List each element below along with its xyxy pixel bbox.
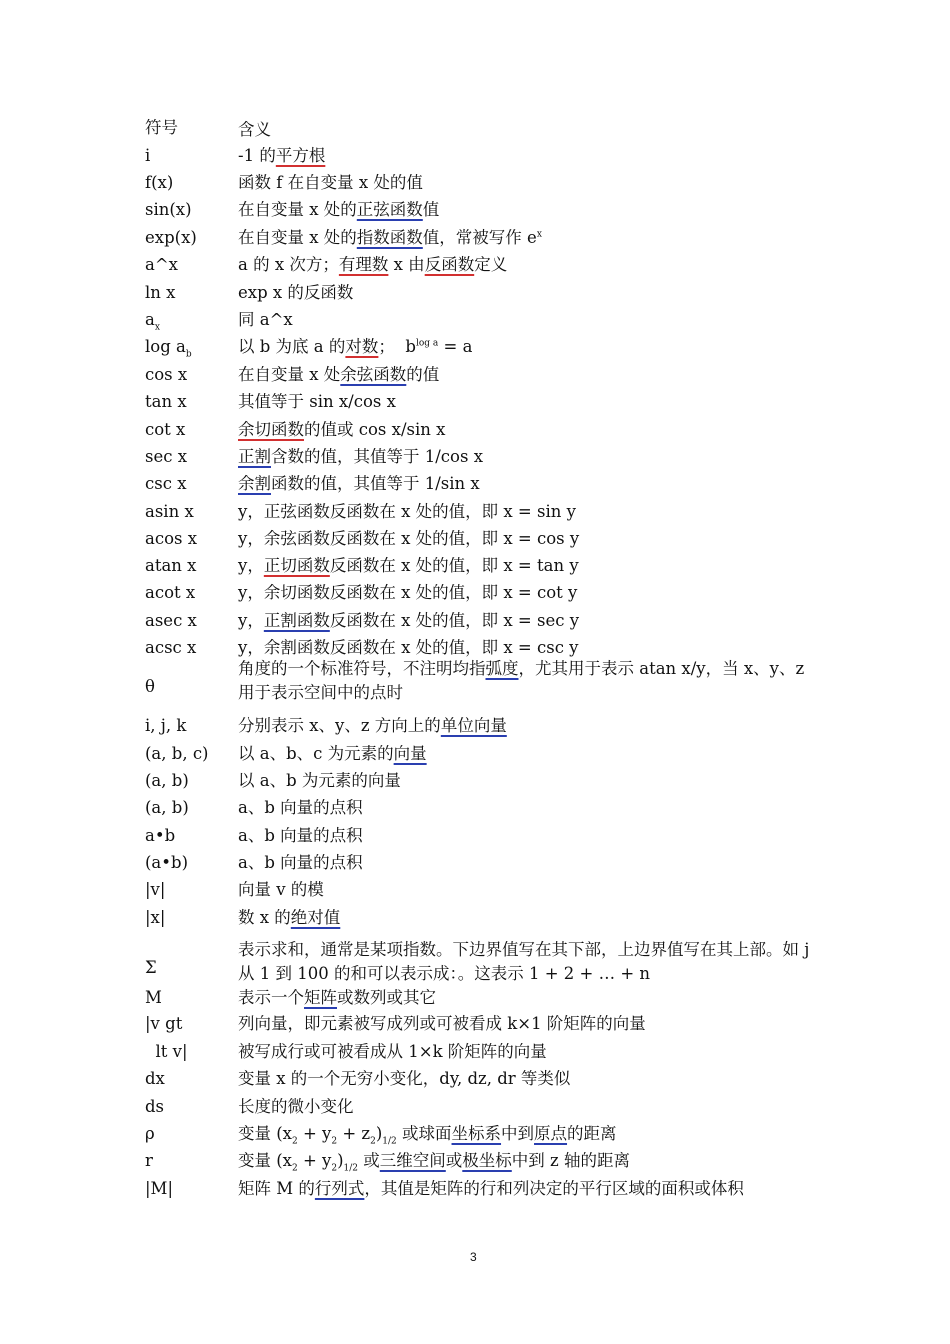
header-meaning: 含义 <box>238 120 271 139</box>
text-run: y，正弦函数反函数在 x 处的值，即 x = sin y <box>238 502 576 521</box>
linked-term[interactable]: 向量 <box>393 744 427 763</box>
meaning-cell <box>238 527 818 551</box>
symbol-cell: |M| <box>145 1179 174 1198</box>
symbol-cell: ln x <box>145 283 176 302</box>
symbol-cell: cot x <box>145 420 186 439</box>
text-run: ) <box>375 1124 383 1143</box>
linked-term[interactable]: 反函数 <box>424 255 475 274</box>
symbol-cell: (a, b) <box>145 798 189 817</box>
meaning-cell <box>238 1095 818 1119</box>
text-run: a、b 向量的点积 <box>238 853 363 872</box>
text-run: 变量 x 的一个无穷小变化，dy, dz, dr 等类似 <box>238 1069 571 1088</box>
meaning-cell <box>238 445 818 469</box>
linked-term[interactable]: 矩阵 <box>304 988 337 1007</box>
text-run: 含数的值，其值等于 1/cos x <box>271 447 483 466</box>
meaning-cell <box>238 878 818 902</box>
text-run: a <box>145 310 155 329</box>
meaning-cell <box>238 769 818 793</box>
meaning-cell <box>238 1122 818 1146</box>
text-run: 的距离 <box>567 1124 617 1143</box>
text-run: 在自变量 x 处 <box>238 365 341 384</box>
meaning-cell <box>238 742 818 766</box>
symbol-cell: acsc x <box>145 638 197 657</box>
page-number: 3 <box>470 1250 477 1264</box>
script-text: 2 <box>331 1136 338 1147</box>
symbol-cell: exp(x) <box>145 228 197 247</box>
script-text: 1/2 <box>382 1136 397 1147</box>
meaning-cell <box>238 1177 818 1201</box>
linked-term[interactable]: 三维空间 <box>379 1151 446 1170</box>
text-run: 函数 f 在自变量 x 处的值 <box>238 173 423 192</box>
symbol-cell: Σ <box>145 958 157 977</box>
meaning-cell <box>238 1040 818 1064</box>
symbol-cell: r <box>145 1151 153 1170</box>
meaning-cell <box>238 198 818 222</box>
symbol-cell: asin x <box>145 502 194 521</box>
meaning-cell <box>238 851 818 875</box>
linked-term[interactable]: 正切函数 <box>263 556 330 575</box>
text-run: -1 的 <box>238 146 276 165</box>
meaning-cell <box>238 657 818 705</box>
symbol-cell: θ <box>145 677 155 696</box>
text-run: 变量 (x <box>238 1151 292 1170</box>
symbol-cell: f(x) <box>145 173 174 192</box>
text-run: 定义 <box>474 255 508 274</box>
text-run: 同 a^x <box>238 310 293 329</box>
linked-term[interactable]: 平方根 <box>275 146 326 165</box>
meaning-cell <box>238 363 818 387</box>
meaning-cell <box>238 986 818 1010</box>
meaning-cell <box>238 938 818 986</box>
text-run: exp x 的反函数 <box>238 283 354 302</box>
text-run: + z <box>337 1124 371 1143</box>
script-text: 2 <box>292 1163 298 1174</box>
text-run: a、b 向量的点积 <box>238 826 363 845</box>
meaning-cell <box>238 226 818 250</box>
linked-term[interactable]: 余割 <box>238 474 271 493</box>
meaning-cell <box>238 144 818 168</box>
text-run: y， <box>238 556 264 575</box>
text-run: 角度的一个标准符号，不注明均指 <box>238 659 486 678</box>
symbol-cell <box>145 310 160 333</box>
symbol-cell: |v gt <box>145 1014 183 1033</box>
symbol-cell: tan x <box>145 392 187 411</box>
meaning-cell <box>238 171 818 195</box>
symbol-cell: M <box>145 988 162 1007</box>
meaning-cell <box>238 714 818 738</box>
meaning-cell <box>238 1149 818 1173</box>
text-run: 数 x 的 <box>238 908 291 927</box>
meaning-cell <box>238 796 818 820</box>
text-run: 中到 z 轴的距离 <box>511 1151 630 1170</box>
symbol-cell: asec x <box>145 611 197 630</box>
symbol-cell: (a, b) <box>145 771 189 790</box>
text-run: 或球面 <box>396 1124 452 1143</box>
symbol-cell: atan x <box>145 556 197 575</box>
text-run: log a <box>145 337 186 356</box>
text-run: 反函数在 x 处的值，即 x = tan y <box>329 556 579 575</box>
text-run: ； b <box>378 337 416 356</box>
linked-term[interactable]: 余切函数 <box>238 420 304 439</box>
text-run: 在自变量 x 处的 <box>238 200 357 219</box>
symbol-cell: lt v| <box>145 1042 188 1061</box>
text-run: a 的 x 次方； <box>238 255 339 274</box>
meaning-cell <box>238 824 818 848</box>
text-run: 矩阵 M 的 <box>238 1179 315 1198</box>
text-run: 长度的微小变化 <box>238 1097 354 1116</box>
linked-term[interactable]: 单位向量 <box>440 716 507 735</box>
text-run: 或数列或其它 <box>337 988 436 1007</box>
symbol-cell: cos x <box>145 365 188 384</box>
text-run: a、b 向量的点积 <box>238 798 363 817</box>
text-run: 的值或 cos x/sin x <box>304 420 446 439</box>
symbol-cell: sin(x) <box>145 200 192 219</box>
symbol-cell: acot x <box>145 583 196 602</box>
text-run: 的值 <box>406 365 440 384</box>
symbol-cell: |x| <box>145 908 166 927</box>
text-run: y，余切函数反函数在 x 处的值，即 x = cot y <box>238 583 578 602</box>
linked-term[interactable]: 对数 <box>345 337 379 356</box>
text-run: + y <box>297 1151 332 1170</box>
text-run: ，其值是矩阵的行和列决定的平行区域的面积或体积 <box>364 1179 744 1198</box>
text-run: 向量 v 的模 <box>238 880 324 899</box>
script-text: 2 <box>331 1163 338 1174</box>
script-text: log a <box>415 338 439 349</box>
text-run: 反函数在 x 处的值，即 x = sec y <box>329 611 580 630</box>
meaning-cell <box>238 472 818 496</box>
symbol-cell: ds <box>145 1097 165 1116</box>
text-run: x 由 <box>388 255 425 274</box>
meaning-cell <box>238 390 818 414</box>
symbol-cell: a^x <box>145 255 178 274</box>
text-run: 函数的值，其值等于 1/sin x <box>271 474 480 493</box>
text-run: = a <box>438 337 473 356</box>
linked-term[interactable]: 坐标系 <box>451 1124 502 1143</box>
symbol-cell: i, j, k <box>145 716 187 735</box>
text-run: y， <box>238 611 264 630</box>
symbol-cell: i <box>145 146 151 165</box>
symbol-cell: ρ <box>145 1124 155 1143</box>
symbol-cell: dx <box>145 1069 165 1088</box>
text-run: 以 a、b、c 为元素的 <box>238 744 394 763</box>
text-run: 被写成行或可被看成从 1×k 阶矩阵的向量 <box>238 1042 547 1061</box>
meaning-cell <box>238 554 818 578</box>
meaning-cell <box>238 609 818 633</box>
script-text: x <box>154 322 160 333</box>
text-run: 值 <box>422 200 440 219</box>
symbol-cell: acos x <box>145 529 198 548</box>
text-run: 列向量，即元素被写成列或可被看成 k×1 阶矩阵的向量 <box>238 1014 646 1033</box>
text-run: 值，常被写作 e <box>422 228 537 247</box>
header-symbol: 符号 <box>145 118 178 137</box>
text-run: ) <box>337 1151 344 1170</box>
text-run: y，余弦函数反函数在 x 处的值，即 x = cos y <box>238 529 580 548</box>
linked-term[interactable]: 指数函数 <box>356 228 423 247</box>
linked-term[interactable]: 原点 <box>534 1124 568 1143</box>
meaning-cell <box>238 1012 818 1036</box>
script-text: x <box>536 229 542 240</box>
text-run: 或 <box>445 1151 463 1170</box>
symbol-cell: (a, b, c) <box>145 744 209 763</box>
text-run: 表示求和，通常是某项指数。下边界值写在其下部，上边界值写在其上部。如 j 从 1 到 100 的和可以表示成：。这表示 1 + 2 + … + n <box>238 940 815 983</box>
meaning-cell <box>238 906 818 930</box>
text-run: 分别表示 x、y、z 方向上的 <box>238 716 441 735</box>
text-run: 以 b 为底 a 的 <box>238 337 346 356</box>
text-run: 变量 (x <box>238 1124 292 1143</box>
linked-term[interactable]: 绝对值 <box>290 908 341 927</box>
symbol-cell: (a•b) <box>145 853 189 872</box>
meaning-cell <box>238 581 818 605</box>
text-run: 表示一个 <box>238 988 304 1007</box>
script-text: 2 <box>292 1136 298 1147</box>
text-run: 其值等于 sin x/cos x <box>238 392 396 411</box>
text-run: ，尤其用于表示 atan x/y，当 x、y、z 用于表示空间中的点时 <box>238 659 810 702</box>
linked-term[interactable]: 行列式 <box>314 1179 365 1198</box>
meaning-cell <box>238 418 818 442</box>
linked-term[interactable]: 正割 <box>238 447 271 466</box>
linked-term[interactable]: 余弦函数 <box>340 365 407 384</box>
text-run: 或 <box>358 1151 380 1170</box>
script-text: 2 <box>370 1136 376 1147</box>
linked-term[interactable]: 弧度 <box>485 659 519 678</box>
symbol-cell <box>145 337 192 360</box>
meaning-cell <box>238 253 818 277</box>
text-run: + y <box>297 1124 332 1143</box>
linked-term[interactable]: 正割函数 <box>263 611 330 630</box>
text-run: 中到 <box>501 1124 535 1143</box>
symbol-cell: sec x <box>145 447 188 466</box>
meaning-cell <box>238 500 818 524</box>
linked-term[interactable]: 有理数 <box>338 255 389 274</box>
text-run: y，余割函数反函数在 x 处的值，即 x = csc y <box>238 638 579 657</box>
script-text: 1/2 <box>343 1163 359 1174</box>
meaning-cell <box>238 335 818 359</box>
text-run: 以 a、b 为元素的向量 <box>238 771 401 790</box>
meaning-cell <box>238 281 818 305</box>
symbol-cell: a•b <box>145 826 176 845</box>
symbol-cell: csc x <box>145 474 187 493</box>
linked-term[interactable]: 正弦函数 <box>356 200 423 219</box>
script-text: b <box>185 349 192 360</box>
symbol-cell: |v| <box>145 880 166 899</box>
linked-term[interactable]: 极坐标 <box>462 1151 512 1170</box>
meaning-cell <box>238 308 818 332</box>
text-run: 在自变量 x 处的 <box>238 228 357 247</box>
meaning-cell <box>238 1067 818 1091</box>
